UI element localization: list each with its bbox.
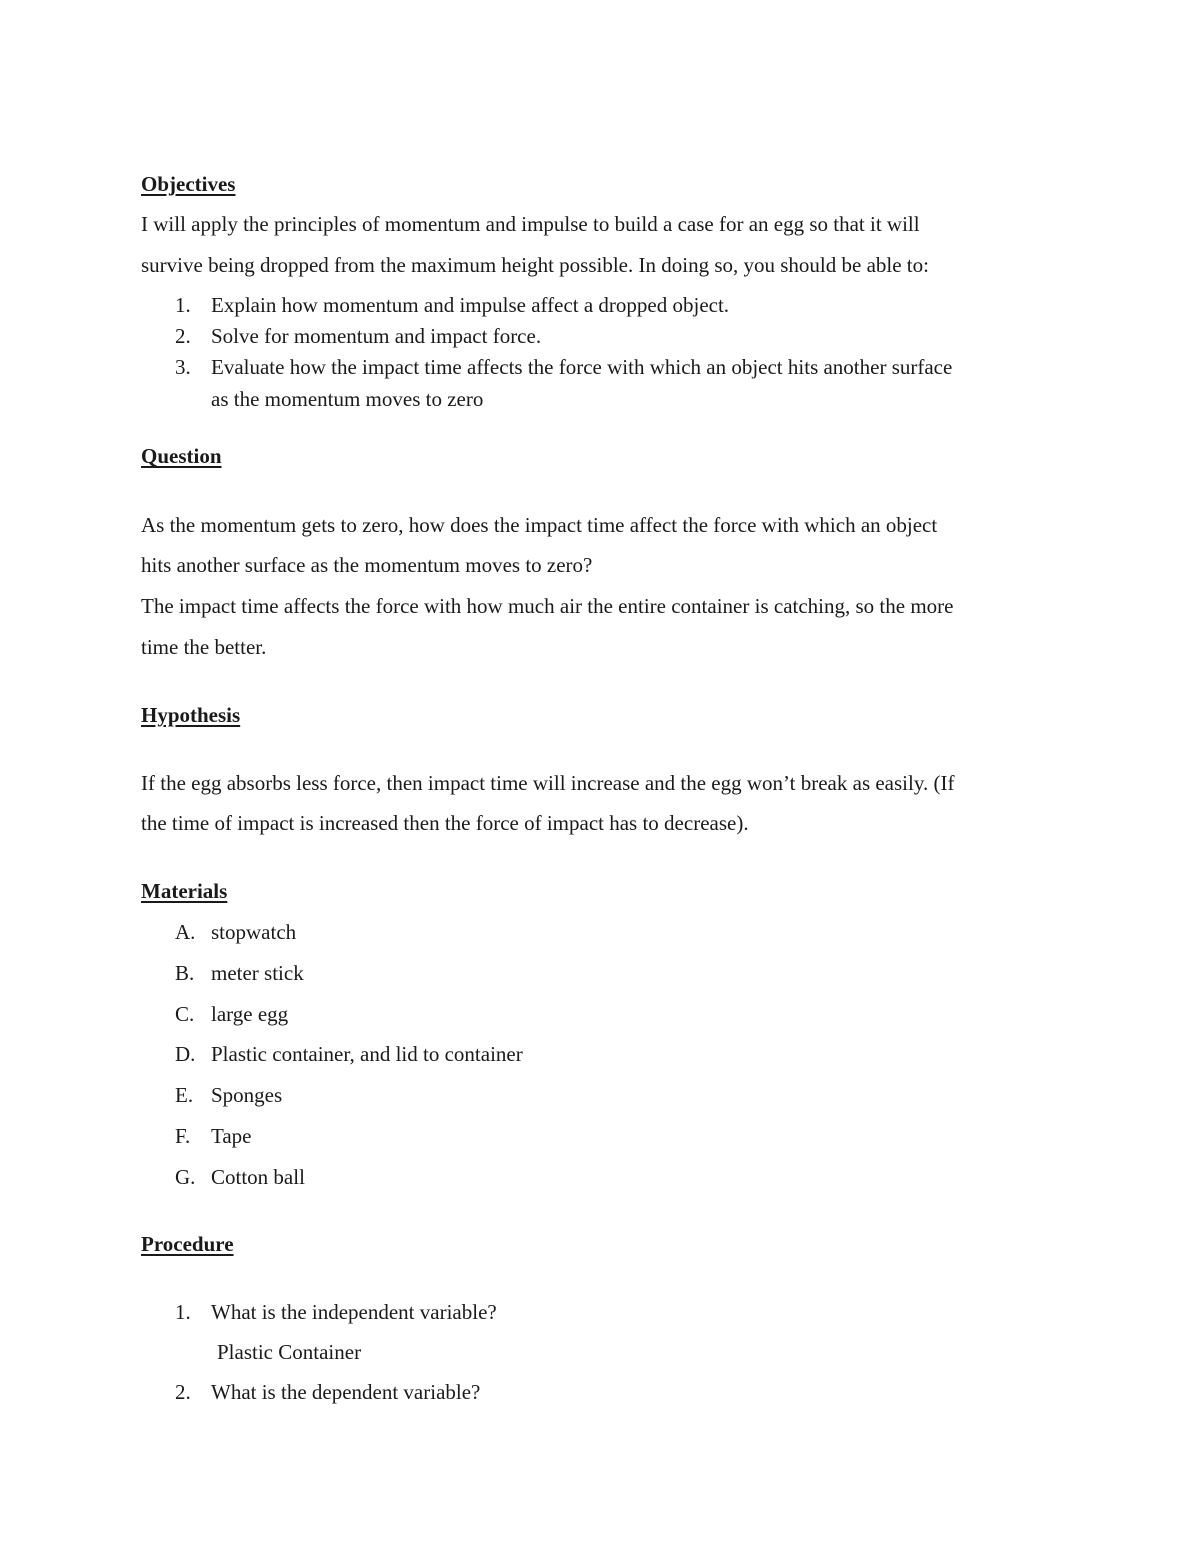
question-line-1: As the momentum gets to zero, how does the impact time affect the force with which an object xyxy=(141,513,938,537)
material-marker-e: E. xyxy=(175,1083,194,1107)
objective-item-3-line-2: as the momentum moves to zero xyxy=(211,387,484,411)
material-marker-g: G. xyxy=(175,1165,196,1189)
material-marker-a: A. xyxy=(175,920,196,944)
objectives-intro-line-2: survive being dropped from the maximum height possible. In doing so, you should be able to: xyxy=(141,253,929,277)
material-item-stopwatch: stopwatch xyxy=(211,920,297,944)
material-marker-f: F. xyxy=(175,1124,191,1148)
objectives-intro-line-1: I will apply the principles of momentum and impulse to build a case for an egg so that it will xyxy=(141,212,920,236)
hypothesis-line-2: the time of impact is increased then the force of impact has to decrease). xyxy=(141,811,749,835)
hypothesis-line-1: If the egg absorbs less force, then impact time will increase and the egg won’t break as easily. (If xyxy=(141,771,955,795)
question-line-2: hits another surface as the momentum moves to zero? xyxy=(141,553,593,577)
material-item-meter-stick: meter stick xyxy=(211,961,304,985)
material-item-plastic-container: Plastic container, and lid to container xyxy=(211,1042,523,1066)
objective-marker-3: 3. xyxy=(175,355,191,379)
procedure-item-1-answer: Plastic Container xyxy=(217,1340,362,1364)
material-marker-b: B. xyxy=(175,961,195,985)
question-heading: Question xyxy=(141,444,222,468)
material-marker-c: C. xyxy=(175,1002,195,1026)
objective-marker-2: 2. xyxy=(175,324,191,348)
question-answer-line-1: The impact time affects the force with how much air the entire container is catching, so the more xyxy=(141,594,954,618)
procedure-item-2: What is the dependent variable? xyxy=(211,1380,481,1404)
material-item-large-egg: large egg xyxy=(211,1002,289,1026)
procedure-marker-1: 1. xyxy=(175,1300,191,1324)
material-item-sponges: Sponges xyxy=(211,1083,283,1107)
material-item-cotton-ball: Cotton ball xyxy=(211,1165,305,1189)
material-item-tape: Tape xyxy=(211,1124,252,1148)
objective-item-1: Explain how momentum and impulse affect a dropped object. xyxy=(211,293,730,317)
hypothesis-heading: Hypothesis xyxy=(141,703,241,727)
objective-marker-1: 1. xyxy=(175,293,191,317)
question-answer-line-2: time the better. xyxy=(141,635,267,659)
material-marker-d: D. xyxy=(175,1042,196,1066)
procedure-marker-2: 2. xyxy=(175,1380,191,1404)
objective-item-2: Solve for momentum and impact force. xyxy=(211,324,542,348)
objective-item-3-line-1: Evaluate how the impact time affects the force with which an object hits another surface xyxy=(211,355,953,379)
materials-heading: Materials xyxy=(141,879,228,903)
procedure-item-1: What is the independent variable? xyxy=(211,1300,497,1324)
objectives-heading: Objectives xyxy=(141,172,236,196)
procedure-heading: Procedure xyxy=(141,1232,234,1256)
